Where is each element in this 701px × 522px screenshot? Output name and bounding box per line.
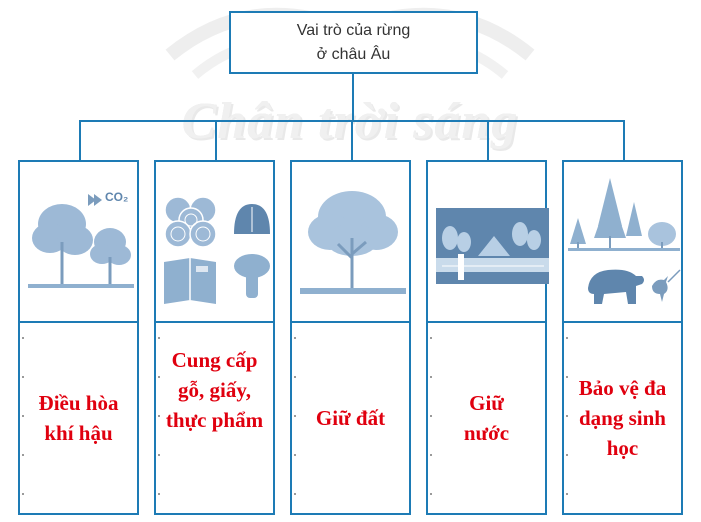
role-label-climate: Điều hòa khí hậu bbox=[38, 391, 119, 445]
dot-markers bbox=[430, 337, 434, 507]
role-image-resources bbox=[154, 160, 275, 323]
role-card-resources bbox=[154, 160, 275, 515]
dot-markers bbox=[294, 337, 298, 507]
title-line-2: ở châu Âu bbox=[316, 45, 391, 63]
role-text-box-soil bbox=[290, 323, 411, 515]
dot-markers bbox=[566, 337, 570, 507]
role-card-water bbox=[426, 160, 547, 515]
role-label-resources: Cung cấp gỗ, giấy, thực phẩm bbox=[165, 348, 264, 432]
role-label-soil: Giữ đất bbox=[315, 406, 386, 430]
role-image-biodiversity bbox=[562, 160, 683, 323]
trees-co2-icon bbox=[20, 162, 141, 325]
role-text-box-water bbox=[426, 323, 547, 515]
forest-water-icon bbox=[428, 162, 549, 325]
role-image-water bbox=[426, 160, 547, 323]
role-text-box-resources bbox=[154, 323, 275, 515]
role-card-soil bbox=[290, 160, 411, 515]
wood-book-mushroom-icon bbox=[156, 162, 277, 325]
role-text-box-biodiversity bbox=[562, 323, 683, 515]
role-label-water: Giữ nước bbox=[463, 391, 510, 445]
single-tree-icon bbox=[292, 162, 413, 325]
role-card-biodiversity bbox=[562, 160, 683, 515]
dot-markers bbox=[158, 337, 162, 507]
role-label-biodiversity: Bảo vệ đa dạng sinh học bbox=[578, 376, 667, 460]
role-card-climate bbox=[18, 160, 139, 515]
role-text-box-climate bbox=[18, 323, 139, 515]
watermark-text: Chân trời sáng bbox=[181, 93, 519, 150]
title-line-1: Vai trò của rừng bbox=[296, 21, 411, 39]
bear-bird-forest-icon bbox=[564, 162, 685, 325]
dot-markers bbox=[22, 337, 26, 507]
role-image-climate bbox=[18, 160, 139, 323]
role-image-soil bbox=[290, 160, 411, 323]
diagram-title bbox=[229, 11, 478, 74]
co2-label: CO₂ bbox=[105, 190, 129, 204]
